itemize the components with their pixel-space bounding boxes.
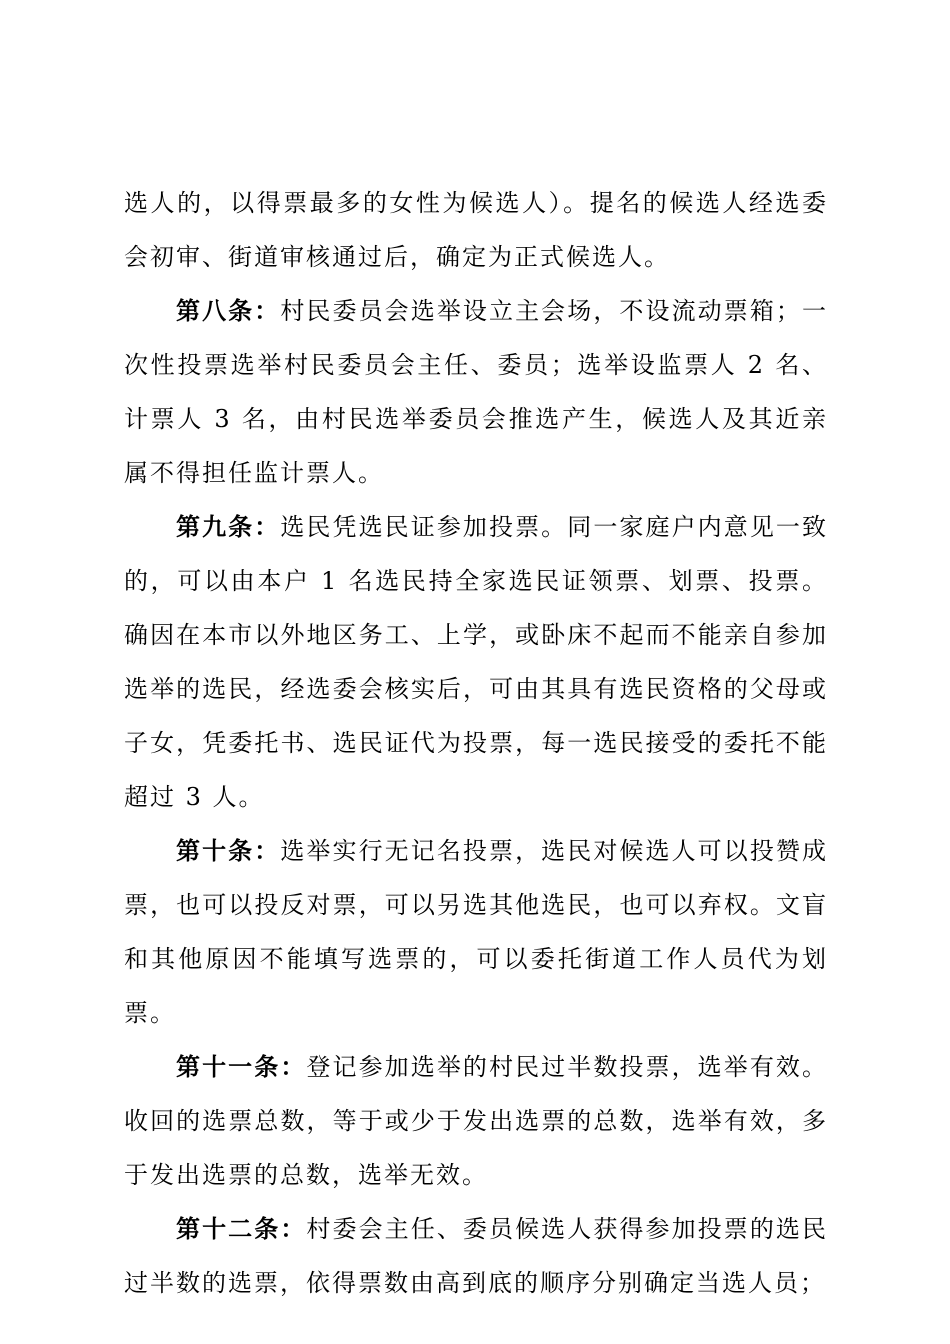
document-body xyxy=(124,176,828,1310)
article-11 xyxy=(124,1040,828,1202)
paragraph-continuation xyxy=(124,176,828,284)
article-body: 登记参加选举的村民过半数投票，选举有效。收回的选票总数，等于或少于发出选票的总数，选举有效，多于发出选票的总数，选举无效。 xyxy=(124,1053,829,1189)
article-title: 第十条： xyxy=(176,837,281,865)
article-12 xyxy=(124,1202,828,1310)
article-9 xyxy=(124,500,828,824)
article-body: 选举实行无记名投票，选民对候选人可以投赞成票，也可以投反对票，可以另选其他选民，也可以弃权。文盲和其他原因不能填写选票的，可以委托街道工作人员代为划票。 xyxy=(124,837,829,1027)
paragraph-body: 选人的，以得票最多的女性为候选人）。提名的候选人经选委会初审、街道审核通过后，确定为正式候选人。 xyxy=(124,189,828,271)
article-title: 第八条： xyxy=(176,297,281,325)
article-body: 选民凭选民证参加投票。同一家庭户内意见一致的，可以由本户 1 名选民持全家选民证领票、划票、投票。确因在本市以外地区务工、上学，或卧床不起而不能亲自参加选举的选民，经选委会核实后，可由其具有选民资格的父母或子女，凭委托书、选民证代为投票，每一选民接受的委托不能超过 3 人。 xyxy=(124,513,829,811)
article-title: 第十一条： xyxy=(176,1053,307,1081)
article-10 xyxy=(124,824,828,1040)
article-title: 第十二条： xyxy=(176,1215,307,1243)
article-body: 村民委员会选举设立主会场，不设流动票箱；一次性投票选举村民委员会主任、委员；选举设监票人 2 名、计票人 3 名，由村民选举委员会推选产生，候选人及其近亲属不得担任监计票人。 xyxy=(124,297,829,487)
article-8 xyxy=(124,284,828,500)
article-title: 第九条： xyxy=(176,513,281,541)
article-body: 村委会主任、委员候选人获得参加投票的选民过半数的选票，依得票数由高到底的顺序分别确定当选人员； xyxy=(124,1215,829,1297)
